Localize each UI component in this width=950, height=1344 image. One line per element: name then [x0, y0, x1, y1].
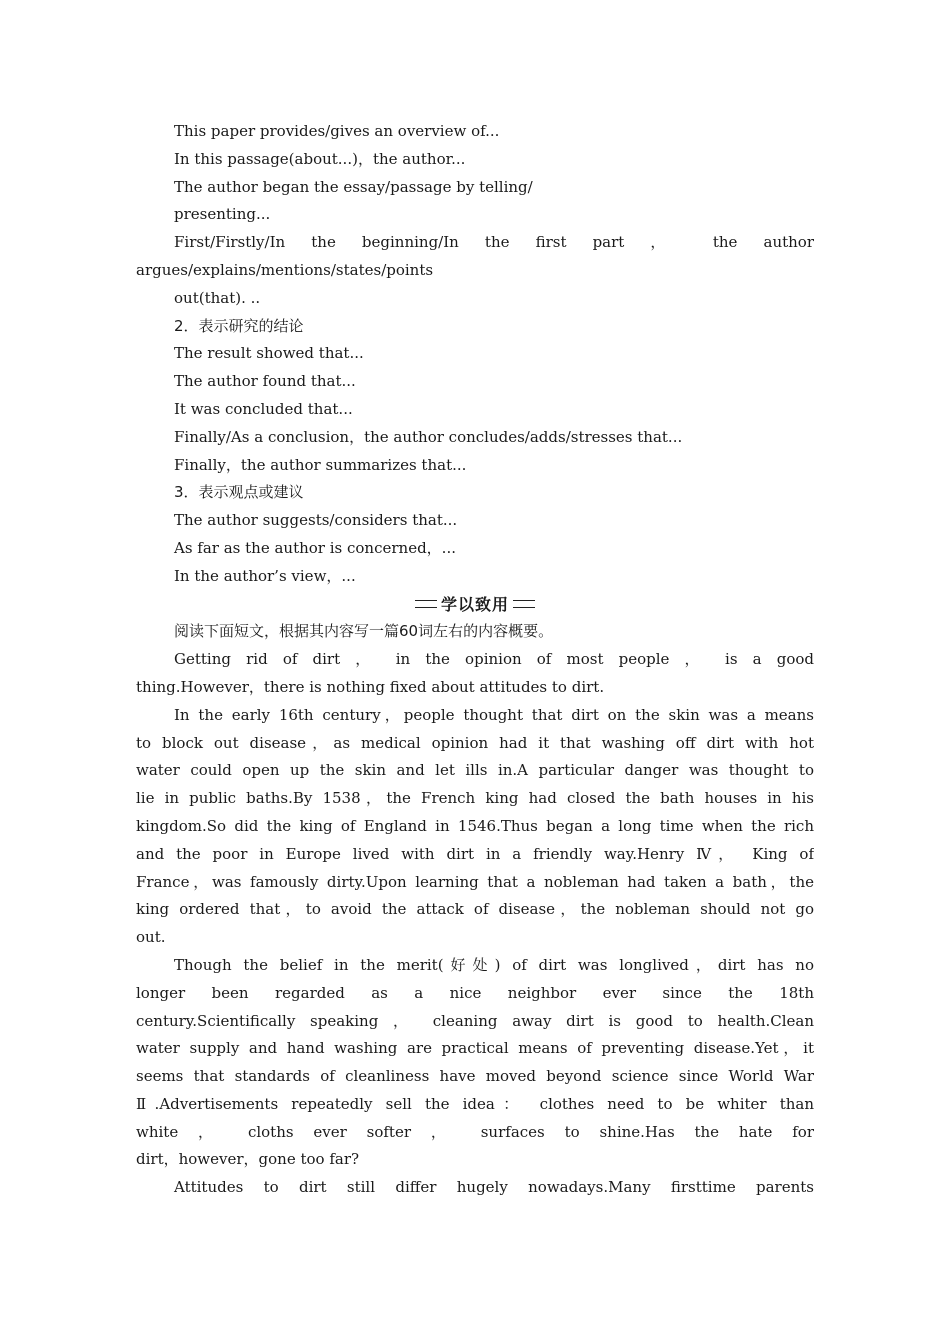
- paragraph-line: out.: [136, 928, 166, 947]
- text-line: In the author’s view，...: [174, 566, 356, 585]
- paragraph-line: Though the belief in the merit(好处) of dirt was longlived，dirt has no: [174, 955, 814, 974]
- paragraph-line: seems that standards of cleanliness have moved beyond science since World War: [136, 1067, 814, 1086]
- paragraph-line: In the early 16th century，people thought that dirt on the skin was a means: [174, 705, 814, 724]
- paragraph-line: water could open up the skin and let ills in.A particular danger was thought to: [136, 761, 814, 780]
- paragraph-line: Attitudes to dirt still differ hugely nowadays.Many firsttime parents: [174, 1178, 814, 1197]
- text-line: As far as the author is concerned，...: [174, 538, 456, 557]
- paragraph-line: and the poor in Europe lived with dirt in a friendly way.Henry Ⅳ， King of: [136, 844, 814, 863]
- banner-title: 学以致用: [440, 594, 509, 614]
- paragraph-line: thing.However，there is nothing fixed about attitudes to dirt.: [136, 677, 605, 696]
- text-line: The author began the essay/passage by telling/: [174, 177, 533, 196]
- section-heading: 3．表示观点或建议: [174, 483, 304, 502]
- paragraph-line: white ， cloths ever softer ， surfaces to shine.Has the hate for: [136, 1122, 814, 1141]
- document-page: [136, 118, 814, 1202]
- section-heading: 2．表示研究的结论: [174, 316, 304, 335]
- text-line: presenting...: [174, 205, 271, 224]
- paragraph-line: longer been regarded as a nice neighbor ever since the 18th: [136, 983, 814, 1002]
- section-banner: [136, 591, 814, 619]
- text-line: The result showed that...: [174, 344, 364, 363]
- paragraph-line: Ⅱ.Advertisements repeatedly sell the idea： clothes need to be whiter than: [136, 1094, 814, 1113]
- paragraph-line: century.Scientifically speaking ， cleaning away dirt is good to health.Clean: [136, 1011, 814, 1030]
- paragraph-line: dirt，however，gone too far?: [136, 1150, 360, 1169]
- paragraph-line: kingdom.So did the king of England in 1546.Thus began a long time when the rich: [136, 816, 814, 835]
- text-line: In this passage(about...)，the author...: [174, 149, 466, 168]
- paragraph-line: lie in public baths.By 1538，the French king had closed the bath houses in his: [136, 789, 814, 808]
- paragraph-line: king ordered that，to avoid the attack of disease，the nobleman should not go: [136, 900, 814, 919]
- text-line: out(that). ..: [174, 288, 261, 307]
- paragraph-line: to block out disease，as medical opinion had it that washing off dirt with hot: [136, 733, 814, 752]
- text-line: Finally/As a conclusion，the author concludes/adds/stresses that...: [174, 427, 683, 446]
- paragraph-line: Getting rid of dirt ， in the opinion of most people ， is a good: [174, 650, 814, 669]
- text-line: argues/explains/mentions/states/points: [136, 260, 434, 279]
- paragraph-line: France，was famously dirty.Upon learning that a nobleman had taken a bath，the: [136, 872, 814, 891]
- banner-frame: [411, 594, 539, 614]
- text-line: Finally，the author summarizes that...: [174, 455, 467, 474]
- text-line: The author suggests/considers that...: [174, 511, 458, 530]
- text-line: It was concluded that...: [174, 399, 353, 418]
- text-line: The author found that...: [174, 372, 356, 391]
- text-line: First/Firstly/In the beginning/In the first part ， the author: [174, 233, 814, 252]
- text-line: This paper provides/gives an overview of...: [174, 122, 500, 140]
- instruction-text: 阅读下面短文，根据其内容写一篇60词左右的内容概要。: [174, 622, 554, 641]
- paragraph-line: water supply and hand washing are practical means of preventing disease.Yet，it: [136, 1039, 814, 1058]
